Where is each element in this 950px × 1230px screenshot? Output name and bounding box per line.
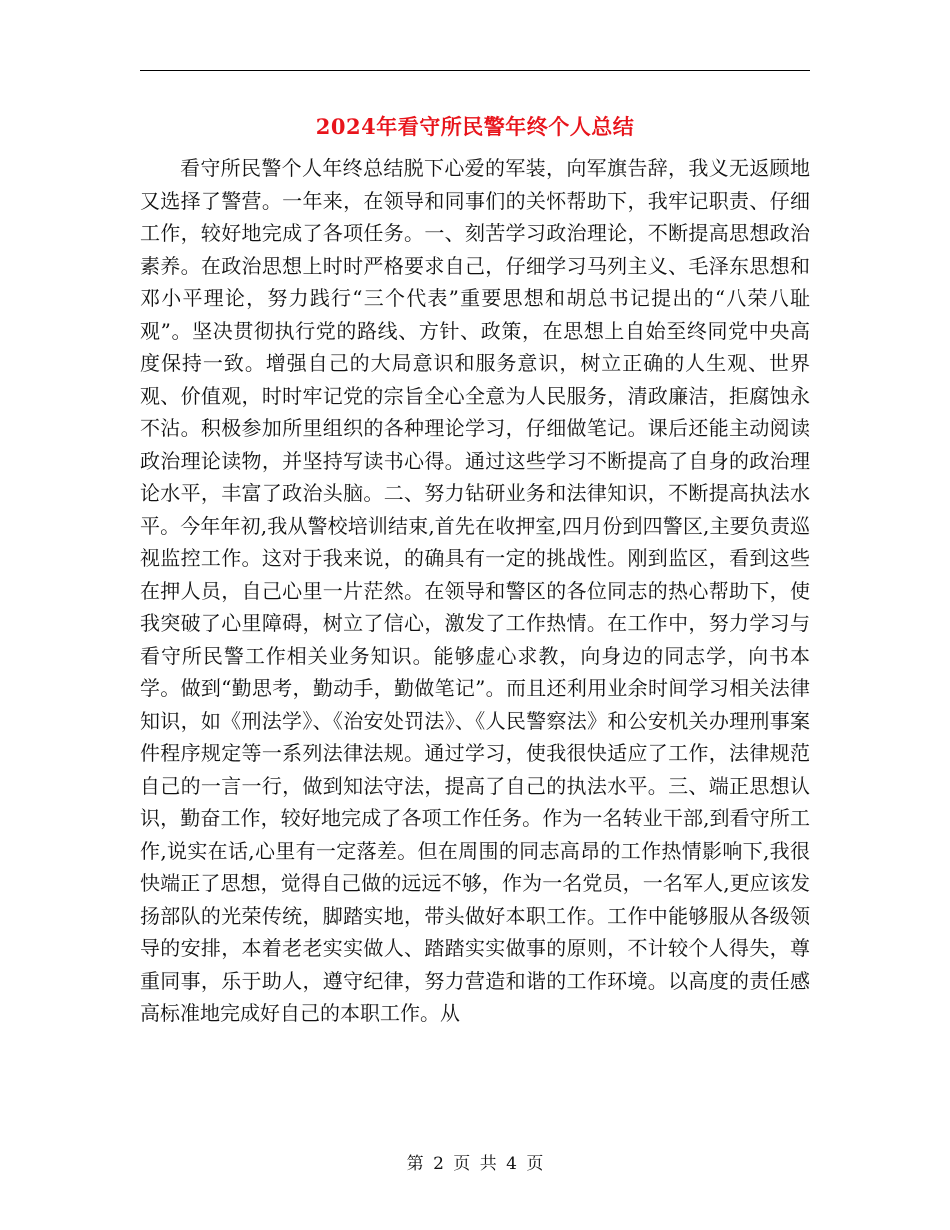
document-body-paragraph: 看守所民警个人年终总结脱下心爱的军装，向军旗告辞，我义无返顾地又选择了警营。一年来，在领导和同事们的关怀帮助下，我牢记职责、仔细工作，较好地完成了各项任务。一、刻苦学习政治理论，不断提高思想政治素养。在政治思想上时时严格要求自己，仔细学习马列主义、毛泽东思想和邓小平理论，努力践行“三个代表”重要思想和胡总书记提出的“八荣八耻观”。坚决贯彻执行党的路线、方针、政策，在思想上自始至终同党中央高度保持一致。增强自己的大局意识和服务意识，树立正确的人生观、世界观、价值观，时时牢记党的宗旨全心全意为人民服务，清政廉洁，拒腐蚀永不沾。积极参加所里组织的各种理论学习，仔细做笔记。课后还能主动阅读政治理论读物，并坚持写读书心得。通过这些学习不断提高了自身的政治理论水平，丰富了政治头脑。二、努力钻研业务和法律知识，不断提高执法水平。今年年初,我从警校培训结束,首先在收押室,四月份到四警区,主要负责巡视监控工作。这对于我来说，的确具有一定的挑战性。刚到监区，看到这些在押人员，自己心里一片茫然。在领导和警区的各位同志的热心帮助下，使我突破了心里障碍，树立了信心，激发了工作热情。在工作中，努力学习与看守所民警工作相关业务知识。能够虚心求教，向身边的同志学，向书本学。做到“勤思考，勤动手，勤做笔记”。而且还利用业余时间学习相关法律知识，如《刑法学》、《治安处罚法》、《人民警察法》和公安机关办理刑事案件程序规定等一系列法律法规。通过学习，使我很快适应了工作，法律规范自己的一言一行，做到知法守法，提高了自己的执法水平。三、端正思想认识，勤奋工作，较好地完成了各项工作任务。作为一名转业干部,到看守所工作,说实在话,心里有一定落差。但在周围的同志高昂的工作热情影响下,我很快端正了思想，觉得自己做的远远不够，作为一名党员，一名军人,更应该发扬部队的光荣传统，脚踏实地，带头做好本职工作。工作中能够服从各级领导的安排，本着老老实实做人、踏踏实实做事的原则，不计较个人得失，尊重同事，乐于助人，遵守纪律，努力营造和谐的工作环境。以高度的责任感高标准地完成好自己的本职工作。从 <box>140 156 810 1025</box>
header-rule <box>140 70 810 71</box>
document-title: 2024年看守所民警年终个人总结 <box>315 114 635 139</box>
page-number-footer: 第 2 页 共 4 页 <box>406 1154 544 1174</box>
